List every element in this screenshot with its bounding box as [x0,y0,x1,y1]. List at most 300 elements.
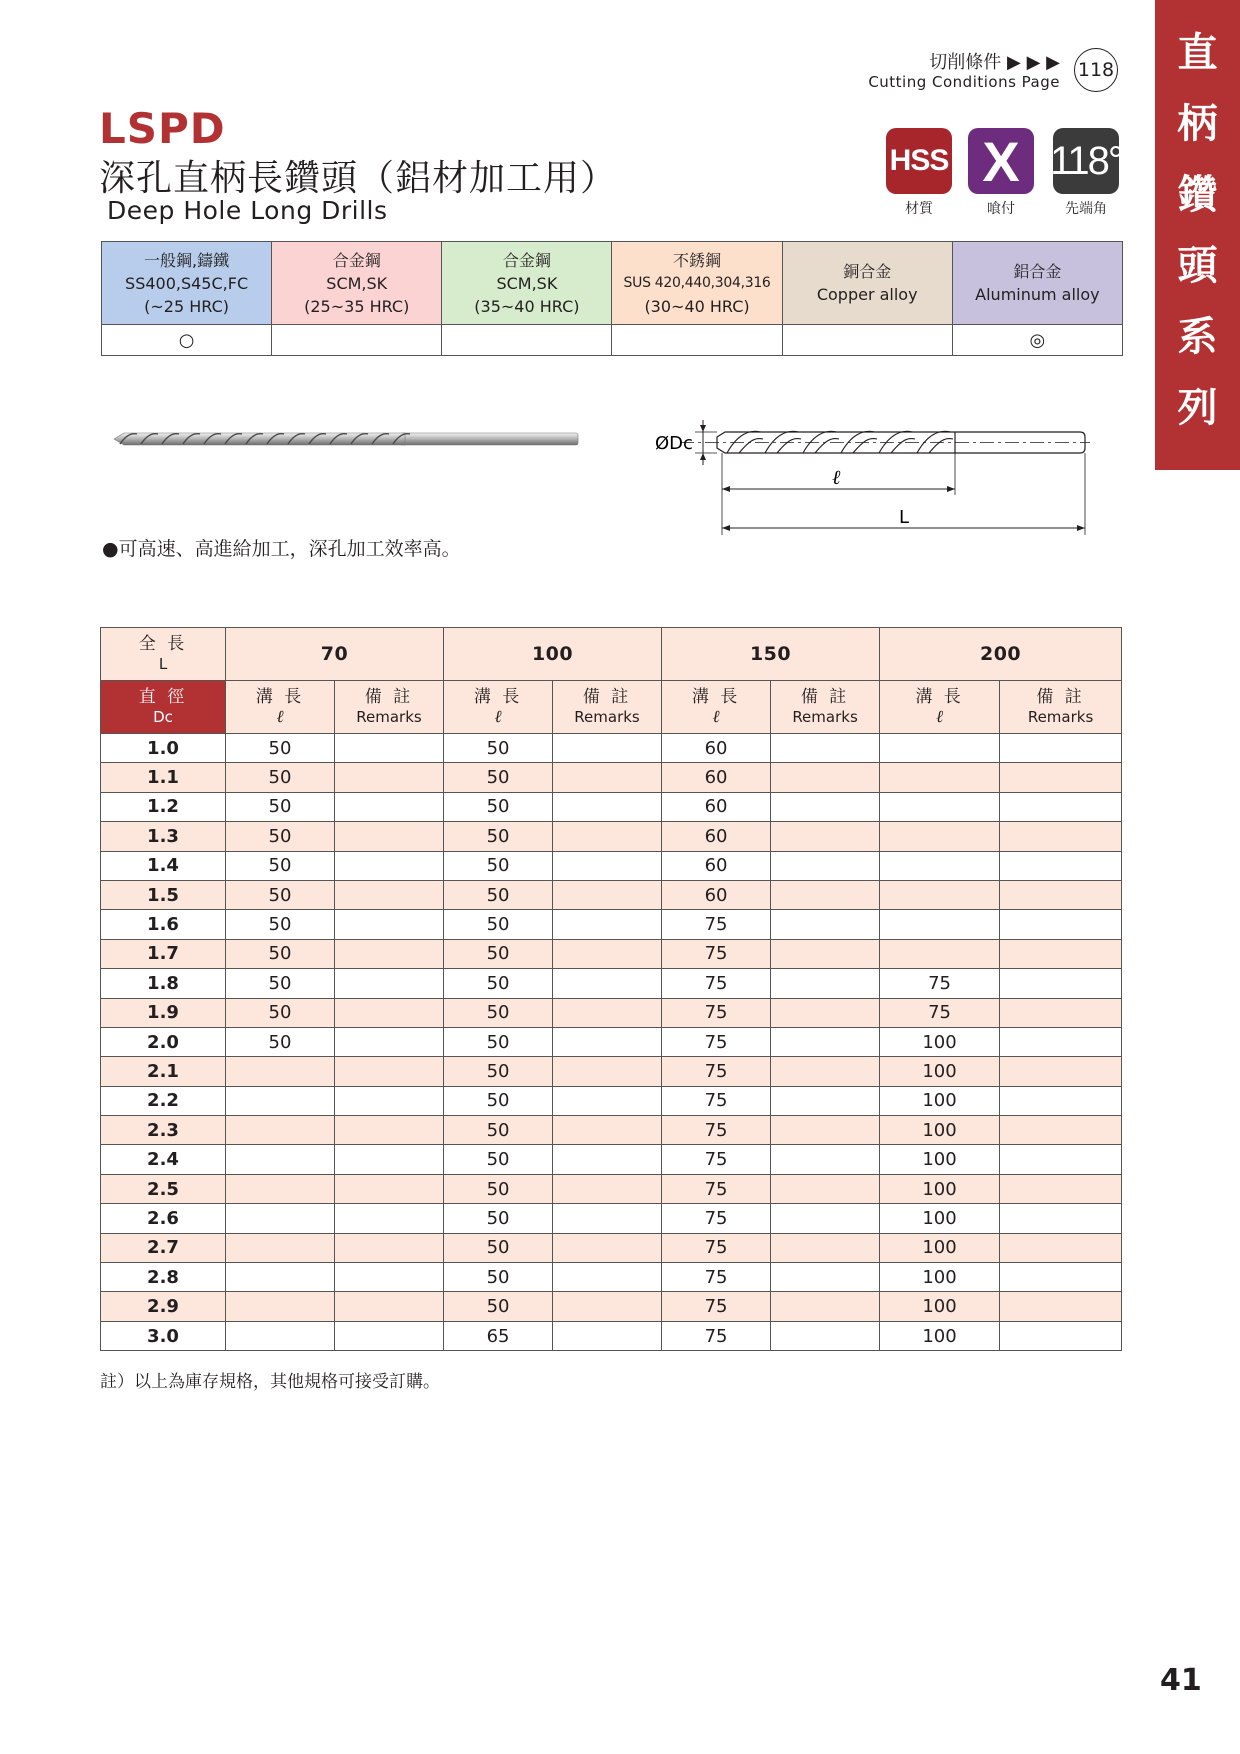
table-row [101,822,1122,851]
diameter-dc-label: ØDc [655,433,693,454]
remarks-label-en: Remarks [792,708,858,726]
table-row [101,998,1122,1027]
material-hss-badge: HSS [886,128,952,194]
flute-length-label-zh: 溝 長 [255,687,305,707]
total-length-symbol: L [158,655,168,673]
remarks-cell [1000,1174,1122,1203]
diameter-header [101,681,226,734]
remarks-cell [335,822,444,851]
product-title-en: Deep Hole Long Drills [107,196,388,225]
remarks-cell [1000,851,1122,880]
table-row [101,910,1122,939]
side-tab-char: 鑽 [1177,172,1218,218]
material-name: 合金鋼 [502,250,551,270]
flute-length-cell: 50 [444,1027,553,1056]
flute-length-cell [880,880,1000,909]
feature-description: ●可高速、高進給加工，深孔加工效率高。 [102,538,461,560]
diameter-cell: 1.8 [101,969,226,998]
side-tab-straight-shank-drill-series [1155,0,1240,470]
remarks-cell [1000,1204,1122,1233]
remarks-cell [335,1145,444,1174]
material-alloy-steel-low [272,242,442,325]
flute-length-label-zh: 溝 長 [691,687,741,707]
suitability-mark: ◎ [952,325,1122,356]
material-grades: SCM,SK [326,273,388,293]
remarks-cell [553,1145,662,1174]
flute-length-cell [226,1057,335,1086]
table-row [101,1145,1122,1174]
flute-length-cell: 60 [662,792,771,821]
flute-length-cell: 100 [880,1174,1000,1203]
total-length-label-zh: 全 長 [138,634,188,654]
flute-length-cell: 75 [662,969,771,998]
flute-length-cell: 65 [444,1321,553,1350]
flute-length-cell: 100 [880,1086,1000,1115]
lead-type-x-badge: X [968,128,1034,194]
remarks-cell [771,1204,880,1233]
product-model: LSPD [99,104,226,153]
remarks-label-zh: 備 註 [1036,687,1085,707]
material-hardness: (30~40 HRC) [644,296,750,316]
flute-length-cell: 75 [662,1292,771,1321]
remarks-cell [553,1116,662,1145]
cutting-conditions-label-zh: 切削條件 ▶ ▶ ▶ [929,52,1060,73]
flute-length-cell: 60 [662,734,771,763]
flute-length-cell: 75 [880,969,1000,998]
flute-length-cell: 75 [662,1233,771,1262]
diameter-cell: 1.0 [101,734,226,763]
stock-note: 註）以上為庫存規格，其他規格可接受訂購。 [100,1372,440,1392]
side-tab-char: 頭 [1177,243,1218,289]
table-row [101,851,1122,880]
remarks-cell [771,763,880,792]
flute-length-cell [226,1321,335,1350]
remarks-cell [771,1086,880,1115]
material-hardness: (~25 HRC) [144,296,229,316]
badge-caption-point-angle: 先端角 [1065,201,1107,217]
flute-length-symbol: ℓ [276,707,284,727]
flute-length-cell: 75 [662,1086,771,1115]
diameter-cell: 2.6 [101,1204,226,1233]
product-title-zh: 深孔直柄長鑽頭（鋁材加工用） [99,158,618,199]
remarks-cell [335,910,444,939]
table-row [101,1233,1122,1262]
flute-length-cell [880,851,1000,880]
table-row [101,1027,1122,1056]
flute-length-cell: 50 [444,1086,553,1115]
remarks-cell [771,1174,880,1203]
suitability-mark [612,325,782,356]
flute-length-cell: 75 [662,1204,771,1233]
drill-photo [110,420,595,460]
remarks-cell [553,851,662,880]
remarks-cell [771,792,880,821]
flute-length-cell [880,734,1000,763]
table-row [101,1116,1122,1145]
table-row [101,1057,1122,1086]
flute-length-cell: 50 [444,1292,553,1321]
flute-length-cell: 50 [226,998,335,1027]
remarks-cell [1000,1086,1122,1115]
diameter-label-zh: 直 徑 [138,687,188,707]
table-row [101,763,1122,792]
remarks-cell [553,1086,662,1115]
remarks-cell [1000,1116,1122,1145]
page-number: 41 [1160,1663,1202,1698]
flute-length-cell: 50 [444,939,553,968]
diameter-cell: 1.9 [101,998,226,1027]
flute-length-cell: 50 [226,969,335,998]
flute-length-cell: 75 [662,998,771,1027]
flute-length-symbol: ℓ [712,707,720,727]
remarks-cell [335,851,444,880]
flute-length-cell: 50 [444,910,553,939]
flute-length-cell: 60 [662,763,771,792]
flute-length-cell: 50 [226,734,335,763]
remarks-header [771,681,880,734]
remarks-cell [553,998,662,1027]
remarks-cell [771,822,880,851]
cutting-conditions-label-en: Cutting Conditions Page [868,73,1060,91]
flute-length-cell: 50 [444,851,553,880]
length-70-header: 70 [226,628,444,681]
flute-length-symbol: ℓ [494,707,502,727]
flute-length-cell: 100 [880,1263,1000,1292]
flute-length-cell: 75 [662,939,771,968]
remarks-cell [771,1027,880,1056]
table-row [101,1174,1122,1203]
flute-length-cell [226,1116,335,1145]
remarks-cell [1000,763,1122,792]
cutting-conditions-page-link[interactable]: 118 [1074,48,1118,92]
flute-length-cell [880,763,1000,792]
flute-length-header [662,681,771,734]
remarks-label-en: Remarks [1027,708,1094,726]
flute-length-cell: 50 [226,822,335,851]
flute-length-header [444,681,553,734]
table-row [101,880,1122,909]
remarks-cell [771,1057,880,1086]
remarks-cell [1000,969,1122,998]
remarks-cell [771,998,880,1027]
material-name: 合金鋼 [332,250,381,270]
table-row [101,1204,1122,1233]
table-row [101,939,1122,968]
remarks-cell [771,880,880,909]
flute-length-cell: 50 [444,763,553,792]
flute-length-cell: 50 [226,880,335,909]
flute-length-cell [226,1174,335,1203]
remarks-cell [771,1321,880,1350]
remarks-cell [1000,1263,1122,1292]
diameter-cell: 2.5 [101,1174,226,1203]
diameter-cell: 1.3 [101,822,226,851]
drill-dimension-diagram [655,415,1095,545]
remarks-header [553,681,662,734]
remarks-cell [335,734,444,763]
flute-length-cell [880,939,1000,968]
remarks-label-en: Remarks [356,708,422,726]
remarks-cell [771,1145,880,1174]
remarks-cell [553,734,662,763]
flute-length-cell: 75 [662,1145,771,1174]
sub-header-row [101,681,1122,734]
remarks-cell [553,969,662,998]
flute-length-cell: 100 [880,1145,1000,1174]
diameter-cell: 2.9 [101,1292,226,1321]
flute-length-cell: 50 [226,851,335,880]
flute-length-cell [226,1292,335,1321]
remarks-cell [553,1174,662,1203]
badge-caption-material: 材質 [905,201,933,217]
material-copper-alloy [782,242,952,325]
flute-length-cell: 50 [444,998,553,1027]
diameter-cell: 2.2 [101,1086,226,1115]
table-row [101,1292,1122,1321]
flute-length-cell [226,1263,335,1292]
flute-length-cell: 50 [226,1027,335,1056]
remarks-cell [771,969,880,998]
flute-length-cell: 50 [444,1263,553,1292]
material-grades: SS400,S45C,FC [125,273,249,293]
remarks-cell [771,851,880,880]
remarks-cell [1000,939,1122,968]
remarks-cell [553,939,662,968]
flute-length-cell: 100 [880,1292,1000,1321]
flute-length-label: ℓ [832,465,841,489]
remarks-cell [553,1204,662,1233]
remarks-cell [1000,1292,1122,1321]
total-length-header [101,628,226,681]
diameter-cell: 3.0 [101,1321,226,1350]
material-grades: SCM,SK [496,273,558,293]
flute-length-cell: 75 [662,1174,771,1203]
remarks-cell [553,1057,662,1086]
flute-length-symbol: ℓ [936,707,944,727]
flute-length-cell: 75 [662,1027,771,1056]
diameter-cell: 1.5 [101,880,226,909]
diameter-cell: 1.4 [101,851,226,880]
point-angle-badge: 118° [1053,128,1119,194]
flute-length-cell: 75 [662,1263,771,1292]
suitability-mark [272,325,442,356]
remarks-cell [1000,910,1122,939]
remarks-cell [771,1233,880,1262]
material-hardness: (25~35 HRC) [304,296,410,316]
remarks-cell [553,1292,662,1321]
flute-length-cell: 50 [226,939,335,968]
flute-length-cell: 50 [444,792,553,821]
flute-length-cell: 50 [444,1174,553,1203]
suitability-mark [782,325,952,356]
flute-length-cell: 50 [444,1057,553,1086]
table-row [101,1086,1122,1115]
diameter-cell: 2.8 [101,1263,226,1292]
flute-length-cell: 50 [226,910,335,939]
remarks-cell [553,1027,662,1056]
remarks-cell [335,998,444,1027]
remarks-cell [335,1233,444,1262]
suitability-mark [442,325,612,356]
flute-length-cell [880,792,1000,821]
material-name: 銅合金 [843,262,892,281]
side-tab-char: 直 [1177,30,1218,76]
remarks-cell [335,792,444,821]
flute-length-cell: 75 [662,910,771,939]
flute-length-cell [226,1086,335,1115]
remarks-cell [335,880,444,909]
flute-length-cell [880,822,1000,851]
remarks-cell [335,1321,444,1350]
remarks-cell [553,763,662,792]
material-aluminum-alloy [952,242,1122,325]
remarks-cell [1000,734,1122,763]
table-row [101,969,1122,998]
flute-length-cell: 60 [662,880,771,909]
remarks-cell [1000,822,1122,851]
material-name: 鋁合金 [1013,262,1062,281]
flute-length-cell: 50 [444,822,553,851]
table-row [101,1321,1122,1350]
flute-length-cell: 100 [880,1233,1000,1262]
flute-length-cell: 50 [444,969,553,998]
flute-length-cell: 100 [880,1321,1000,1350]
remarks-cell [553,1263,662,1292]
diameter-symbol: Dc [153,708,173,726]
material-alloy-steel-high [442,242,612,325]
length-100-header: 100 [444,628,662,681]
remarks-cell [335,1057,444,1086]
diameter-cell: 2.0 [101,1027,226,1056]
remarks-cell [771,939,880,968]
remarks-cell [1000,880,1122,909]
remarks-label-zh: 備 註 [364,687,414,707]
flute-length-cell: 60 [662,822,771,851]
flute-length-cell: 50 [444,1116,553,1145]
remarks-header [335,681,444,734]
length-150-header: 150 [662,628,880,681]
remarks-cell [335,1292,444,1321]
material-grades: SUS 420,440,304,316 [623,274,771,291]
flute-length-cell: 75 [880,998,1000,1027]
material-name-en: Copper alloy [816,285,918,304]
flute-length-cell: 50 [444,734,553,763]
flute-length-label-zh: 溝 長 [473,687,523,707]
flute-length-cell: 50 [444,1233,553,1262]
specification-table [100,627,1122,1351]
remarks-cell [335,763,444,792]
material-hardness: (35~40 HRC) [474,296,580,316]
remarks-cell [553,880,662,909]
flute-length-cell: 75 [662,1321,771,1350]
remarks-cell [1000,792,1122,821]
remarks-cell [1000,1321,1122,1350]
flute-length-cell: 50 [226,763,335,792]
remarks-cell [1000,1233,1122,1262]
flute-length-cell: 100 [880,1116,1000,1145]
remarks-cell [335,1263,444,1292]
remarks-cell [335,1086,444,1115]
badge-caption-lead: 喰付 [987,201,1015,217]
flute-length-cell [226,1233,335,1262]
remarks-label-zh: 備 註 [582,687,632,707]
diameter-cell: 2.3 [101,1116,226,1145]
material-name: 一般鋼,鑄鐵 [144,250,230,270]
remarks-cell [771,1263,880,1292]
remarks-header [1000,681,1122,734]
remarks-cell [335,1174,444,1203]
remarks-cell [1000,998,1122,1027]
side-tab-char: 柄 [1177,101,1218,147]
material-name-en: Aluminum alloy [975,285,1100,304]
overall-length-label: L [899,507,910,528]
flute-length-label-zh: 溝 長 [915,687,964,707]
remarks-cell [335,969,444,998]
flute-length-cell: 50 [444,1204,553,1233]
diameter-cell: 2.7 [101,1233,226,1262]
remarks-cell [553,792,662,821]
diameter-cell: 1.1 [101,763,226,792]
diameter-cell: 1.6 [101,910,226,939]
remarks-cell [1000,1027,1122,1056]
diameter-cell: 2.1 [101,1057,226,1086]
flute-length-cell: 100 [880,1057,1000,1086]
material-stainless-steel [612,242,782,325]
remarks-cell [335,1027,444,1056]
flute-length-cell [226,1204,335,1233]
material-name: 不銹鋼 [673,250,722,270]
flute-length-cell [226,1145,335,1174]
remarks-cell [335,1204,444,1233]
remarks-label-en: Remarks [574,708,640,726]
remarks-cell [771,1292,880,1321]
side-tab-char: 列 [1177,385,1218,431]
remarks-cell [553,822,662,851]
flute-length-header [880,681,1000,734]
flute-length-cell: 75 [662,1116,771,1145]
flute-length-cell: 100 [880,1204,1000,1233]
flute-length-cell [880,910,1000,939]
remarks-cell [553,1233,662,1262]
material-general-steel [102,242,272,325]
flute-length-cell: 50 [444,1145,553,1174]
remarks-cell [771,734,880,763]
table-row [101,792,1122,821]
remarks-cell [553,1321,662,1350]
length-200-header: 200 [880,628,1122,681]
remarks-cell [335,1116,444,1145]
remarks-label-zh: 備 註 [800,687,850,707]
flute-length-cell: 75 [662,1057,771,1086]
side-tab-char: 系 [1177,314,1218,360]
flute-length-cell: 50 [444,880,553,909]
remarks-cell [771,1116,880,1145]
suitability-mark: ○ [102,325,272,356]
table-row [101,734,1122,763]
remarks-cell [335,939,444,968]
flute-length-cell: 50 [226,792,335,821]
remarks-cell [1000,1057,1122,1086]
diameter-cell: 2.4 [101,1145,226,1174]
material-suitability-table [101,241,1123,356]
flute-length-cell: 100 [880,1027,1000,1056]
flute-length-cell: 60 [662,851,771,880]
remarks-cell [1000,1145,1122,1174]
table-row [101,1263,1122,1292]
remarks-cell [553,910,662,939]
remarks-cell [771,910,880,939]
flute-length-header [226,681,335,734]
